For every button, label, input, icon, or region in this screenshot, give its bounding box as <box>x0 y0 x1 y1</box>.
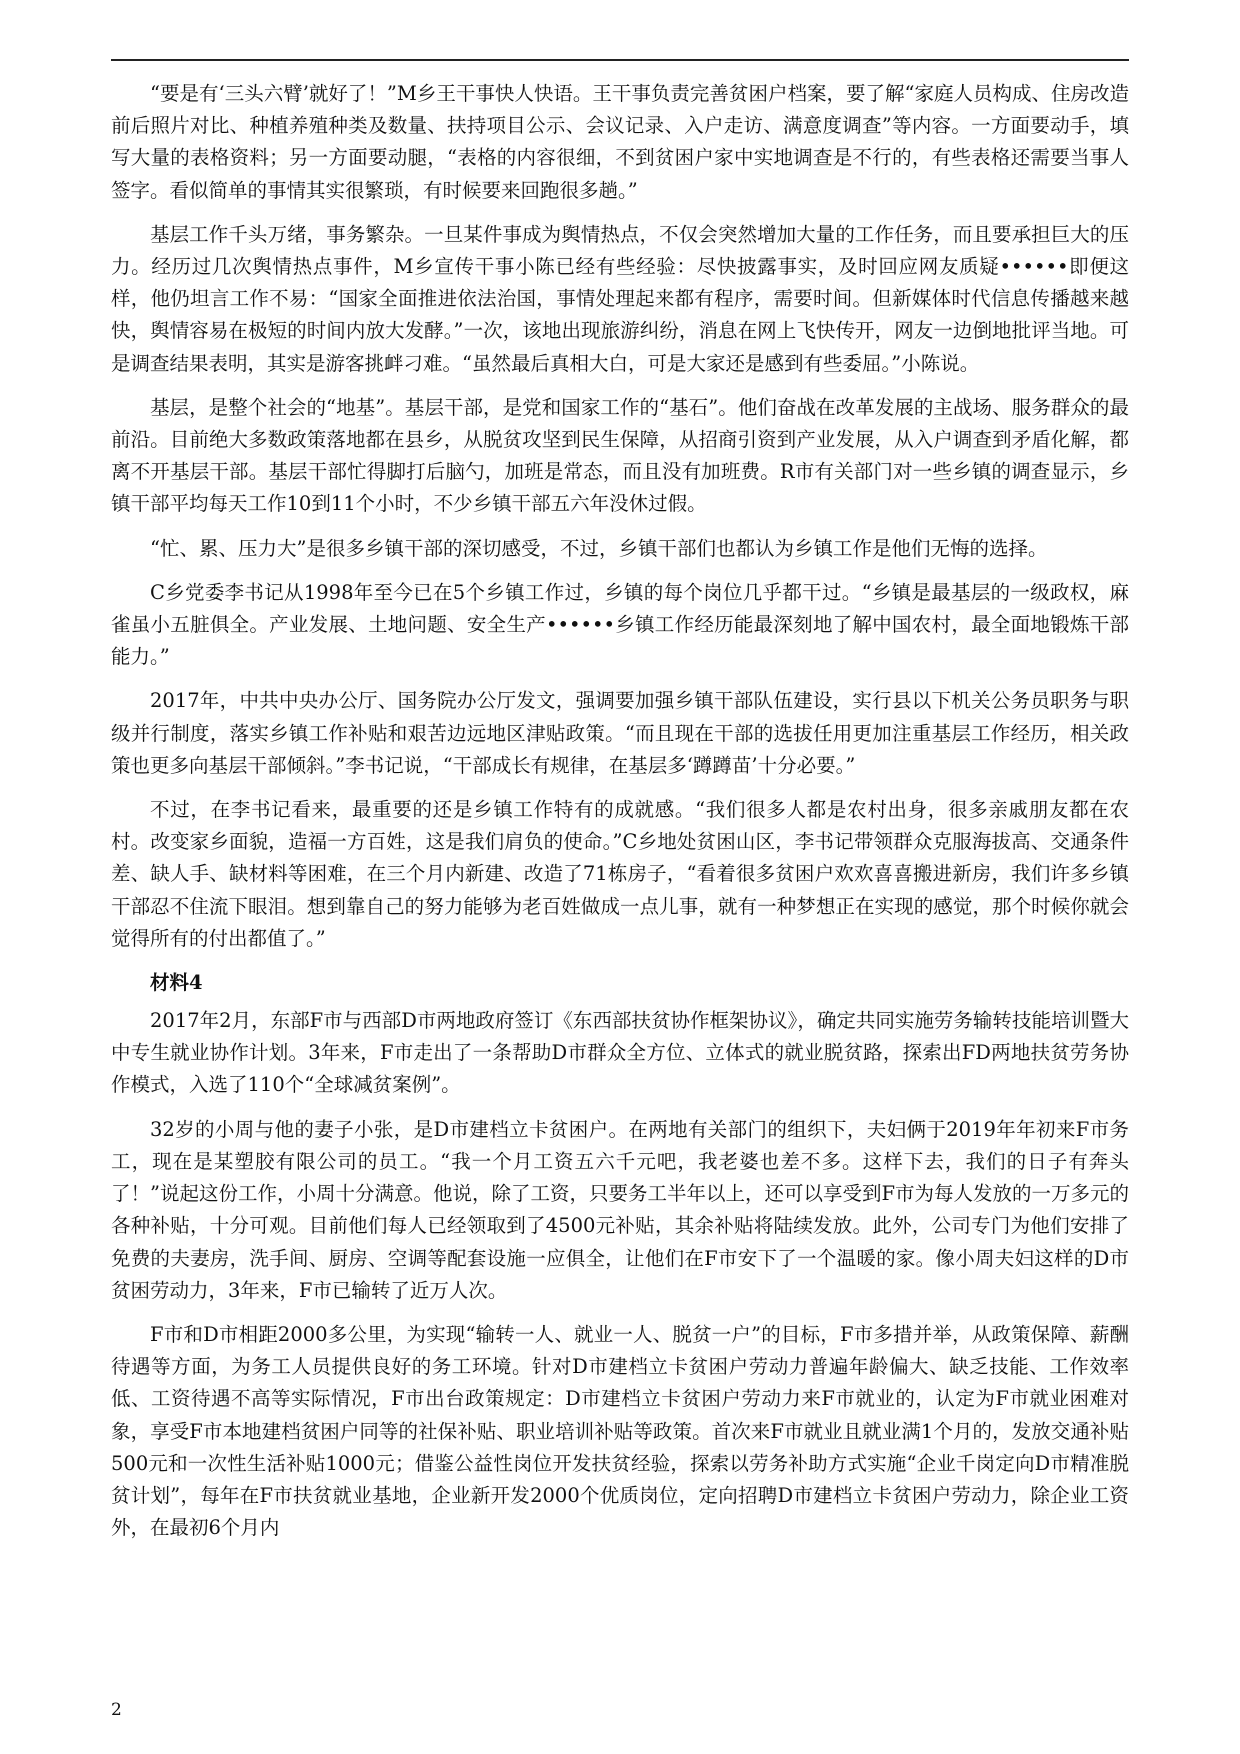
paragraph-5: C乡党委李书记从1998年至今已在5个乡镇工作过，乡镇的每个岗位几乎都干过。“乡镇是最基层的一级政权，麻雀虽小五脏俱全。产业发展、土地问题、安全生产••••••乡镇工作经历能最深刻地了解中国农村，最全面地锻炼干部能力。” <box>111 580 1129 669</box>
section-paragraph-2: 32岁的小周与他的妻子小张，是D市建档立卡贫困户。在两地有关部门的组织下，夫妇俩于2019年年初来F市务工，现在是某塑胶有限公司的员工。“我一个月工资五六千元吧，我老婆也差不多。这样下去，我们的日子有奔头了！”说起这份工作，小周十分满意。他说，除了工资，只要务工半年以上，还可以享受到F市为每人发放的一万多元的各种补贴，十分可观。目前他们每人已经领取到了4500元补贴，其余补贴将陆续发放。此外，公司专门为他们安排了免费的夫妻房，洗手间、厨房、空调等配套设施一应俱全，让他们在F市安下了一个温暖的家。像小周夫妇这样的D市贫困劳动力，3年来，F市已输转了近万人次。 <box>111 1117 1129 1302</box>
paragraph-7: 不过，在李书记看来，最重要的还是乡镇工作特有的成就感。“我们很多人都是农村出身，很多亲戚朋友都在农村。改变家乡面貌，造福一方百姓，这是我们肩负的使命。”C乡地处贫困山区，李书记带领群众克服海拔高、交通条件差、缺人手、缺材料等困难，在三个月内新建、改造了71栋房子，“看着很多贫困户欢欢喜喜搬进新房，我们许多乡镇干部忍不住流下眼泪。想到靠自己的努力能够为老百姓做成一点儿事，就有一种梦想正在实现的感觉，那个时候你就会觉得所有的付出都值了。” <box>111 798 1129 950</box>
paragraph-4: “忙、累、压力大”是很多乡镇干部的深切感受，不过，乡镇干部们也都认为乡镇工作是他们无悔的选择。 <box>150 536 1048 560</box>
document-body <box>111 78 1129 1556</box>
paragraph-3: 基层，是整个社会的“地基”。基层干部，是党和国家工作的“基石”。他们奋战在改革发展的主战场、服务群众的最前沿。目前绝大多数政策落地都在县乡，从脱贫攻坚到民生保障，从招商引资到产业发展，从入户调查到矛盾化解，都离不开基层干部。基层干部忙得脚打后脑勺，加班是常态，而且没有加班费。R市有关部门对一些乡镇的调查显示，乡镇干部平均每天工作10到11个小时，不少乡镇干部五六年没休过假。 <box>111 395 1129 516</box>
header-rule <box>111 59 1129 61</box>
paragraph-6: 2017年，中共中央办公厅、国务院办公厅发文，强调要加强乡镇干部队伍建设，实行县以下机关公务员职务与职级并行制度，落实乡镇工作补贴和艰苦边远地区津贴政策。“而且现在干部的选拔任用更加注重基层工作经历，相关政策也更多向基层干部倾斜。”李书记说，“干部成长有规律，在基层多‘蹲蹲苗’十分必要。” <box>111 689 1129 777</box>
section-paragraph-1: 2017年2月，东部F市与西部D市两地政府签订《东西部扶贫协作框架协议》，确定共同实施劳务输转技能培训暨大中专生就业协作计划。3年来，F市走出了一条帮助D市群众全方位、立体式的就业脱贫路，探索出FD两地扶贫劳务协作模式，入选了110个“全球减贫案例”。 <box>111 1009 1129 1097</box>
section-heading: 材料4 <box>150 971 203 995</box>
paragraph-1: “要是有‘三头六臂’就好了！”M乡王干事快人快语。王干事负责完善贫困户档案，要了解“家庭人员构成、住房改造前后照片对比、种植养殖种类及数量、扶持项目公示、会议记录、入户走访、满意度调查”等内容。一方面要动手，填写大量的表格资料；另一方面要动腿，“表格的内容很细，不到贫困户家中实地调查是不行的，有些表格还需要当事人签字。看似简单的事情其实很繁琐，有时候要来回跑很多趟。” <box>111 82 1129 202</box>
page-number: 2 <box>111 1700 122 1720</box>
paragraph-2: 基层工作千头万绪，事务繁杂。一旦某件事成为舆情热点，不仅会突然增加大量的工作任务，而且要承担巨大的压力。经历过几次舆情热点事件，M乡宣传干事小陈已经有些经验：尽快披露事实，及时回应网友质疑••••••即便这样，他仍坦言工作不易：“国家全面推进依法治国，事情处理起来都有程序，需要时间。但新媒体时代信息传播越来越快，舆情容易在极短的时间内放大发酵。”一次，该地出现旅游纠纷，消息在网上飞快传开，网友一边倒地批评当地。可是调查结果表明，其实是游客挑衅刁难。“虽然最后真相大白，可是大家还是感到有些委屈。”小陈说。 <box>111 222 1129 375</box>
section-paragraph-3: F市和D市相距2000多公里，为实现“输转一人、就业一人、脱贫一户”的目标，F市多措并举，从政策保障、薪酬待遇等方面，为务工人员提供良好的务工环境。针对D市建档立卡贫困户劳动力普遍年龄偏大、缺乏技能、工作效率低、工资待遇不高等实际情况，F市出台政策规定：D市建档立卡贫困户劳动力来F市就业的，认定为F市就业困难对象，享受F市本地建档贫困户同等的社保补贴、职业培训补贴等政策。首次来F市就业且就业满1个月的，发放交通补贴500元和一次性生活补贴1000元；借鉴公益性岗位开发扶贫经验，探索以劳务补助方式实施“企业千岗定向D市精准脱贫计划”，每年在F市扶贫就业基地，企业新开发2000个优质岗位，定向招聘D市建档立卡贫困户劳动力，除企业工资外，在最初6个月内 <box>111 1322 1129 1540</box>
